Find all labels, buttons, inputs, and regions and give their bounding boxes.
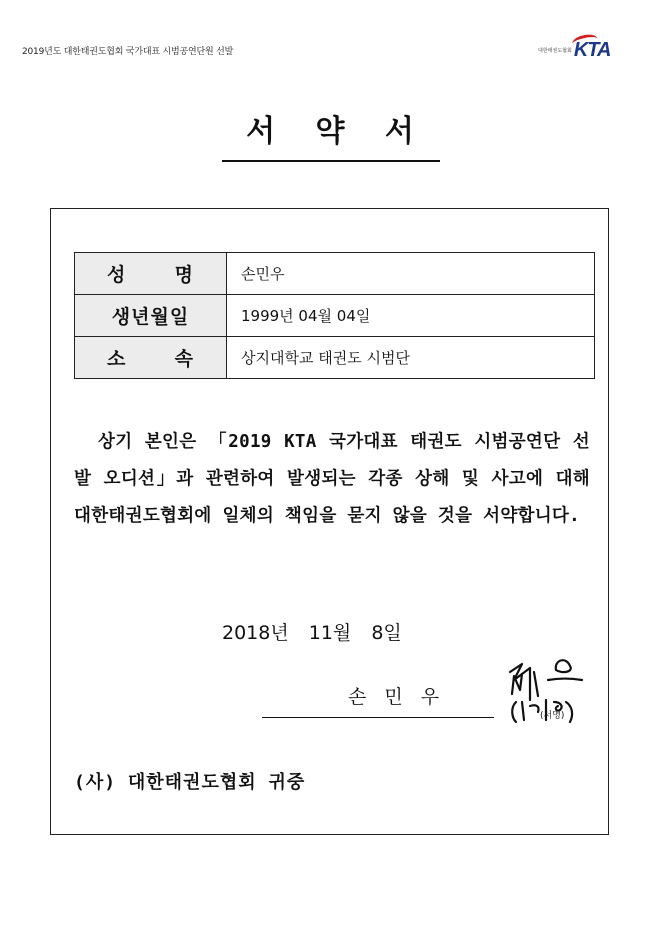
- value-affiliation: 상지대학교 태권도 시범단: [227, 337, 595, 379]
- table-row: [75, 295, 595, 337]
- table-row: [75, 253, 595, 295]
- info-table: [74, 252, 595, 379]
- label-name: 성 명: [75, 253, 227, 295]
- logo-mark-text: KTA: [573, 38, 611, 61]
- table-row: [75, 337, 595, 379]
- signature-line: [262, 717, 494, 718]
- pledge-date: 2018년 11월 8일: [222, 622, 402, 644]
- signer-name: 손 민 우: [348, 686, 446, 708]
- label-affiliation: 소 속: [75, 337, 227, 379]
- handwritten-signature: [500, 650, 595, 730]
- value-name: 손민우: [227, 253, 595, 295]
- pledge-body: 상기 본인은 「2019 KTA 국가대표 태권도 시범공연단 선발 오디션」과 관련하여 발생되는 각종 상해 및 사고에 대해 대한태권도협회에 일체의 책임을 묻지 않을 것을 서약합니다.: [74, 432, 590, 526]
- logo-mark: [574, 39, 611, 62]
- signature-note: (서명): [540, 711, 565, 721]
- recipient-org: (사) 대한태권도협회 귀중: [74, 772, 306, 793]
- logo-small-text: 대한태권도협회: [538, 47, 572, 54]
- label-birthdate: 생년월일: [75, 295, 227, 337]
- value-birthdate: 1999년 04월 04일: [227, 295, 595, 337]
- kta-logo: [538, 36, 618, 64]
- document-title: 서 약 서: [246, 114, 416, 149]
- title-underline: [222, 160, 440, 162]
- header-text: 2019년도 대한태권도협회 국가대표 시범공연단원 선발: [22, 47, 234, 57]
